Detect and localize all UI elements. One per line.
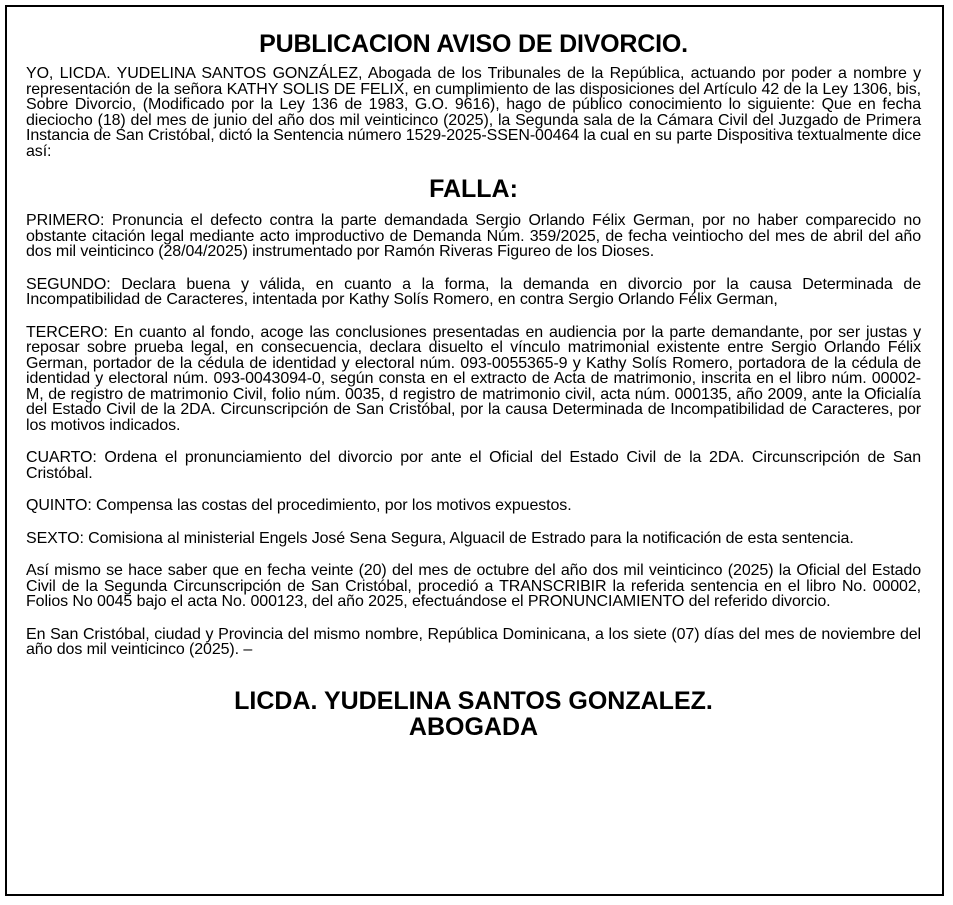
cuarto-paragraph: CUARTO: Ordena el pronunciamiento del divorcio por ante el Oficial del Estado Civil de la 2DA. Circunscripción de San Cristóbal.: [26, 449, 921, 482]
signature-name: LICDA. YUDELINA SANTOS GONZALEZ.: [234, 686, 713, 715]
quinto-paragraph: QUINTO: Compensa las costas del procedimiento, por los motivos expuestos.: [26, 497, 572, 514]
signature-block: [26, 688, 921, 740]
asi-mismo-paragraph: Así mismo se hace saber que en fecha veinte (20) del mes de octubre del año dos mil veinticinco (2025) la Oficial del Estado Civil de la Segunda Circunscripción de San Cristóbal, procedió a TRANSCRIBIR la referida sentencia en el libro No. 00002, Folios No 0045 bajo el acta No. 000123, del año 2025, efectuándose el PRONUNCIAMIENTO del referido divorcio.: [26, 562, 921, 610]
primero-paragraph: PRIMERO: Pronuncia el defecto contra la parte demandada Sergio Orlando Félix German, por no haber comparecido no obstante citación legal mediante acto improductivo de Demanda Núm. 359/2025, de fecha veintiocho del mes de abril del año dos mil veinticinco (28/04/2025) instrumentado por Ramón Riveras Figureo de los Dioses.: [26, 212, 921, 260]
intro-paragraph: YO, LICDA. YUDELINA SANTOS GONZÁLEZ, Abogada de los Tribunales de la República, actuando por poder a nombre y representación de la señora KATHY SOLIS DE FELIX, en cumplimiento de las disposiciones del Artículo 42 de la Ley 1306, bis, Sobre Divorcio, (Modificado por la Ley 136 de 1983, G.O. 9616), hago de público conocimiento lo siguiente: Que en fecha dieciocho (18) del mes de junio del año dos mil veinticinco (2025), la Segunda sala de la Cámara Civil del Juzgado de Primera Instancia de San Cristóbal, dictó la Sentencia número 1529-2025-SSEN-00464 la cual en su parte Dispositiva textualmente dice así:: [26, 65, 921, 160]
closing-paragraph: En San Cristóbal, ciudad y Provincia del mismo nombre, República Dominicana, a los siete (07) días del mes de noviembre del año dos mil veinticinco (2025). –: [26, 625, 921, 658]
falla-heading: FALLA:: [429, 175, 518, 203]
signature-role: ABOGADA: [408, 712, 539, 741]
tercero-paragraph: TERCERO: En cuanto al fondo, acoge las conclusiones presentadas en audiencia por la parte demandante, por ser justas y reposar sobre prueba legal, en consecuencia, declara disuelto el vínculo matrimonial existente entre Sergio Orlando Félix German, portador de la cédula de identidad y electoral núm. 093-0055365-9 y Kathy Solís Romero, portadora de la cédula de identidad y electoral núm. 093-0043094-0, según consta en el extracto de Acta de matrimonio, inscrita en el libro núm. 00002-M, de registro de matrimonio Civil, folio núm. 0035, d registro de matrimonio civil, acta núm. 000135, año 2009, ante la Oficialía del Estado Civil de la 2DA. Circunscripción de San Cristóbal, por la causa Determinada de Incompatibilidad de Caracteres, por los motivos indicados.: [26, 323, 921, 434]
notice-body: [26, 28, 921, 740]
notice-title: PUBLICACION AVISO DE DIVORCIO.: [259, 30, 688, 58]
sexto-paragraph: SEXTO: Comisiona al ministerial Engels José Sena Segura, Alguacil de Estrado para la notificación de esta sentencia.: [26, 529, 854, 547]
segundo-paragraph: SEGUNDO: Declara buena y válida, en cuanto a la forma, la demanda en divorcio por la causa Determinada de Incompatibilidad de Caracteres, intentada por Kathy Solís Romero, en contra Sergio Orlando Félix German,: [26, 275, 921, 308]
